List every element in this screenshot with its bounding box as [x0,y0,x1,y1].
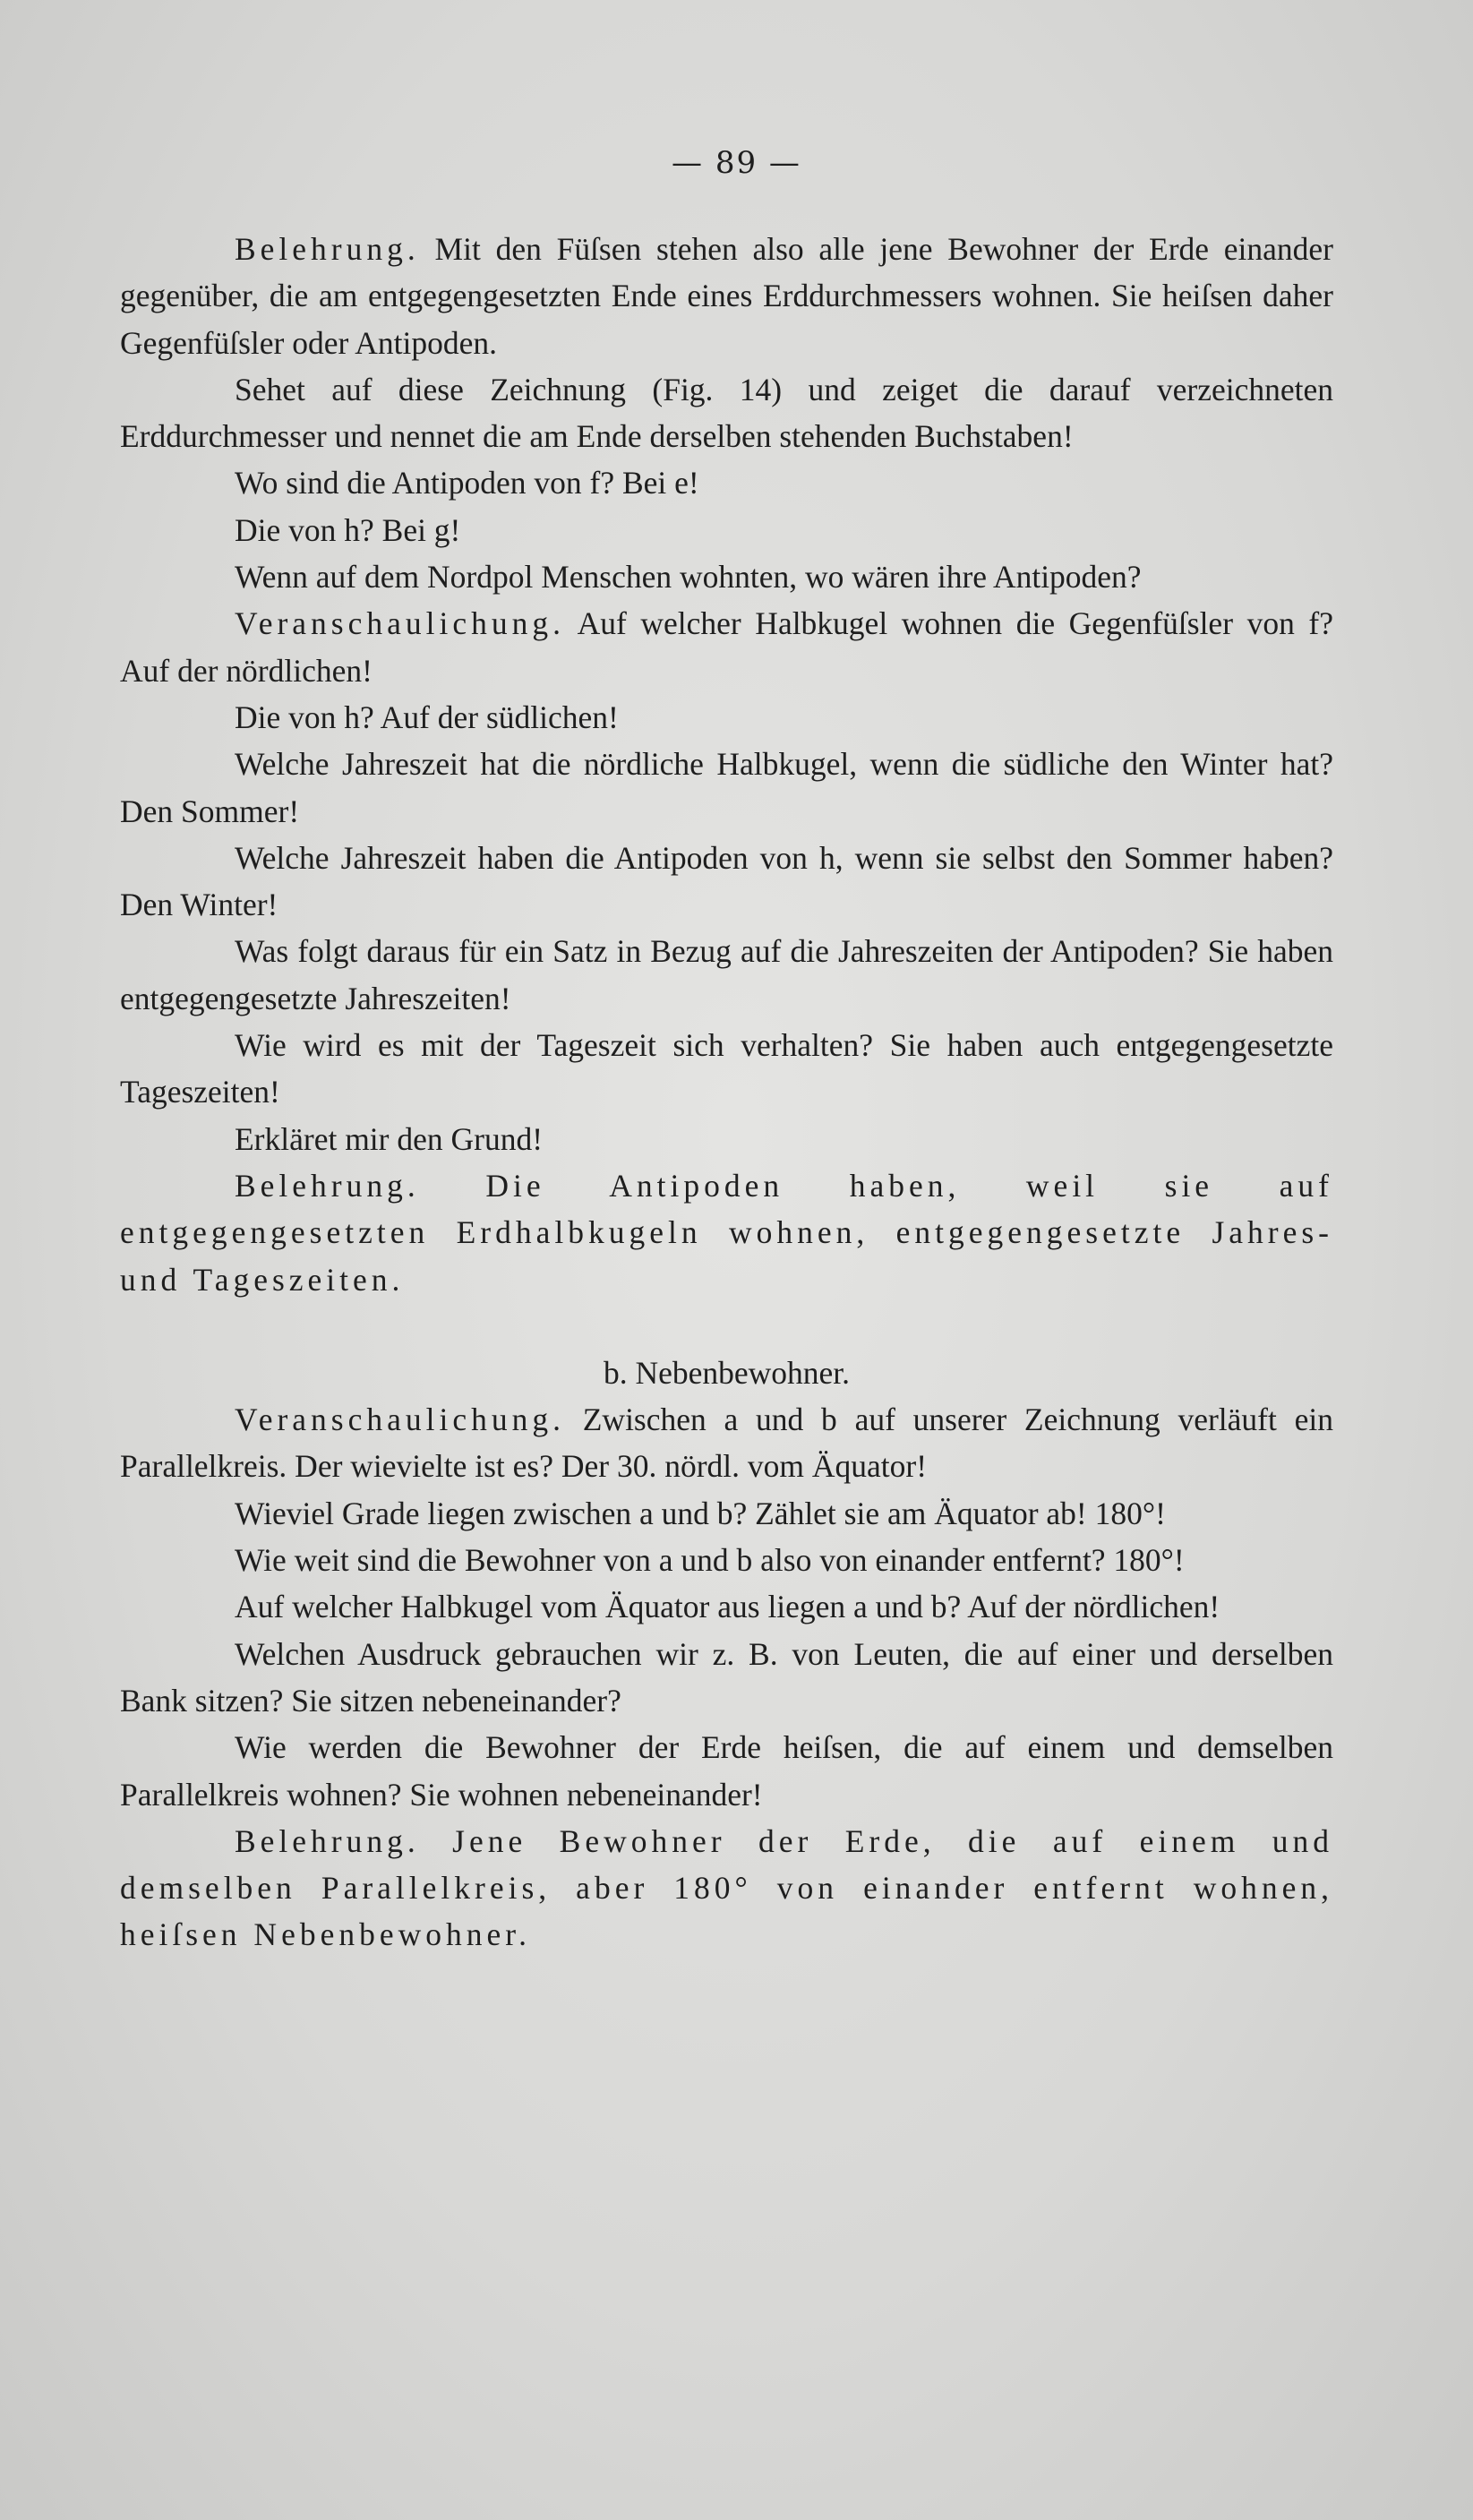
paragraph-7 [120,694,1333,741]
paragraph-b-7 [120,1818,1333,1959]
paragraph-b-3 [120,1537,1333,1583]
paragraph-text: Wie wird es mit der Tageszeit sich verhalten? Sie haben auch entgegengesetzte Tageszeiten! [120,1027,1333,1110]
paragraph-12 [120,1116,1333,1162]
paragraph-6 [120,600,1333,694]
page-number: — 89 — [672,145,801,181]
paragraph-text: Auf welcher Halbkugel vom Äquator aus liegen a und b? Auf der nördlichen! [235,1589,1220,1625]
section-heading: b. Nebenbewohner. [603,1354,851,1391]
paragraph-text: Jene Bewohner der Erde, die auf einem und demselben Parallelkreis, aber 180° von einander entfernt wohnen, heiſsen Nebenbewohner. [120,1822,1333,1953]
paragraph-b-1 [120,1396,1333,1490]
paragraph-b-4 [120,1583,1333,1630]
paragraph-text: Welche Jahreszeit haben die Antipoden von h, wenn sie selbst den Sommer haben? Den Winter! [120,839,1333,923]
paragraph-5 [120,553,1333,600]
paragraph-4 [120,507,1333,553]
paragraph-text: Was folgt daraus für ein Satz in Bezug auf die Jahreszeiten der Antipoden? Sie haben entgegengesetzte Jahreszeiten! [120,933,1333,1016]
emphasis-label: Belehrung. [235,1167,420,1204]
paragraph-text: Zwischen a und b auf unserer Zeichnung verläuft ein Parallelkreis. Der wievielte ist es? Der 30. nördl. vom Äquator! [120,1401,1333,1485]
paragraph-text: Welche Jahreszeit hat die nördliche Halbkugel, wenn die südliche den Winter hat? Den Sommer! [120,746,1333,829]
paragraph-text: Erkläret mir den Grund! [235,1120,544,1157]
paragraph-b-6 [120,1724,1333,1818]
paragraph-9 [120,835,1333,929]
emphasis-label: Veranschaulichung. [235,1401,565,1438]
paragraph-1 [120,226,1333,366]
paragraph-text: Wieviel Grade liegen zwischen a und b? Zählet sie am Äquator ab! 180°! [235,1495,1166,1531]
paragraph-text: Wie werden die Bewohner der Erde heiſsen, die auf einem und demselben Parallelkreis wohnen? Sie wohnen nebeneinander! [120,1729,1333,1813]
paragraph-b-2 [120,1490,1333,1537]
paragraph-3 [120,459,1333,506]
paragraph-text: Die von h? Bei g! [235,511,461,548]
paragraph-8 [120,741,1333,835]
paragraph-b-5 [120,1631,1333,1725]
paragraph-text: Wie weit sind die Bewohner von a und b also von einander entfernt? 180°! [235,1542,1185,1579]
paragraph-text: Die von h? Auf der südlichen! [235,699,619,735]
paragraph-text: Welchen Ausdruck gebrauchen wir z. B. von Leuten, die auf einer und derselben Bank sitzen? Sie sitzen nebeneinander? [120,1635,1333,1719]
paragraph-11 [120,1022,1333,1116]
paragraph-10 [120,928,1333,1022]
paragraph-2 [120,366,1333,460]
paragraph-text: Wo sind die Antipoden von f? Bei e! [235,465,699,501]
paragraph-text: Sehet auf diese Zeichnung (Fig. 14) und zeiget die darauf verzeichneten Erddurchmesser und nennet die am Ende derselben stehenden Buchstaben! [120,371,1333,455]
paragraph-13 [120,1162,1333,1303]
emphasis-label: Veranschaulichung. [235,605,565,642]
paragraph-text: Die Antipoden haben, weil sie auf entgegengesetzten Erdhalbkugeln wohnen, entgegengesetzte Jahres- und Tageszeiten. [120,1167,1333,1298]
paragraph-text: Mit den Füſsen stehen also alle jene Bewohner der Erde einander gegenüber, die am entgegengesetzten Ende eines Erddurchmessers wohnen. Sie heiſsen daher Gegenfüſsler oder Antipoden. [120,231,1333,361]
body-text [120,226,1333,1959]
paragraph-text: Auf welcher Halbkugel wohnen die Gegenfüſsler von f? Auf der nördlichen! [120,605,1333,689]
emphasis-label: Belehrung. [235,231,420,267]
emphasis-label: Belehrung. [235,1822,420,1859]
paragraph-text: Wenn auf dem Nordpol Menschen wohnten, wo wären ihre Antipoden? [235,559,1142,596]
